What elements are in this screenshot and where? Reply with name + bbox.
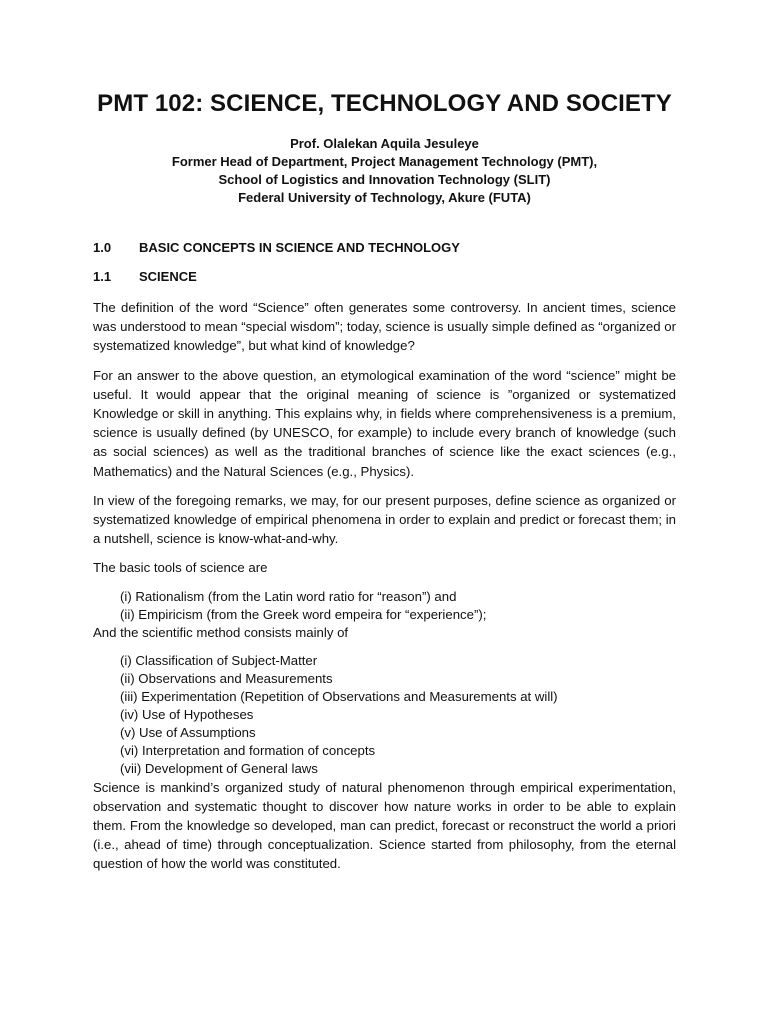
paragraph: The definition of the word “Science” often generates some controversy. In ancient times, science was understood to mean “special wisdom”; today, science is usually simple defined as “organized or systematized knowledge”, but what kind of knowledge? [93,300,676,354]
tools-list [93,588,676,624]
list-item: (ii) Empiricism (from the Greek word empeira for “experience”); [120,606,487,622]
section-title: SCIENCE [139,269,197,284]
section-heading-1-1 [93,268,676,286]
section-title: BASIC CONCEPTS IN SCIENCE AND TECHNOLOGY [139,240,460,255]
section-heading-1-0 [93,239,676,257]
list-item: (i) Rationalism (from the Latin word ratio for “reason”) and [120,588,457,604]
closing-paragraph: Science is mankind’s organized study of natural phenomenon through empirical experimentation, observation and systematic thought to discover how nature works in order to be able to explain them. From the knowledge so developed, man can predict, forecast or reconstruct the world a priori (i.e., ahead of time) through conceptualization. Science started from philosophy, from the eternal question of how the world was constituted. [93,779,676,872]
paragraph: In view of the foregoing remarks, we may, for our present purposes, define science as organized or systematized knowledge of empirical phenomena in order to explain and predict or forecast them; in a nutshell, science is know-what-and-why. [93,492,676,547]
list-item: (vii) Development of General laws [120,760,318,776]
paragraph: For an answer to the above question, an etymological examination of the word “science” might be useful. It would appear that the original meaning of science is ”organized or systematized Knowledge or skill in anything. This explains why, in fields where comprehensiveness is a premium, science is usually defined (by UNESCO, for example) to include every branch of knowledge (such as social sciences) as well as the traditional branches of science like the exact sciences (e.g., Mathematics) and the Natural Sciences (e.g., Physics). [93,367,676,479]
list-item: (ii) Observations and Measurements [120,670,333,686]
document-title: PMT 102: SCIENCE, TECHNOLOGY AND SOCIETY [97,90,672,117]
list-item: (iii) Experimentation (Repetition of Observations and Measurements at will) [120,688,558,704]
author-block [93,135,676,207]
author-university: Federal University of Technology, Akure (FUTA) [238,190,531,205]
list-item: (v) Use of Assumptions [120,724,256,740]
author-name: Prof. Olalekan Aquila Jesuleye [290,136,479,151]
list-item: (i) Classification of Subject-Matter [120,652,318,668]
list-item: (vi) Interpretation and formation of concepts [120,742,376,758]
section-number: 1.0 [93,240,112,255]
paragraph: The basic tools of science are [93,560,268,576]
method-list [93,652,676,778]
author-role: Former Head of Department, Project Management Technology (PMT), [171,154,598,169]
list-item: (iv) Use of Hypotheses [120,706,254,722]
section-number: 1.1 [93,269,112,284]
author-school: School of Logistics and Innovation Technology (SLIT) [218,172,551,187]
method-intro: And the scientific method consists mainly of [93,624,349,640]
